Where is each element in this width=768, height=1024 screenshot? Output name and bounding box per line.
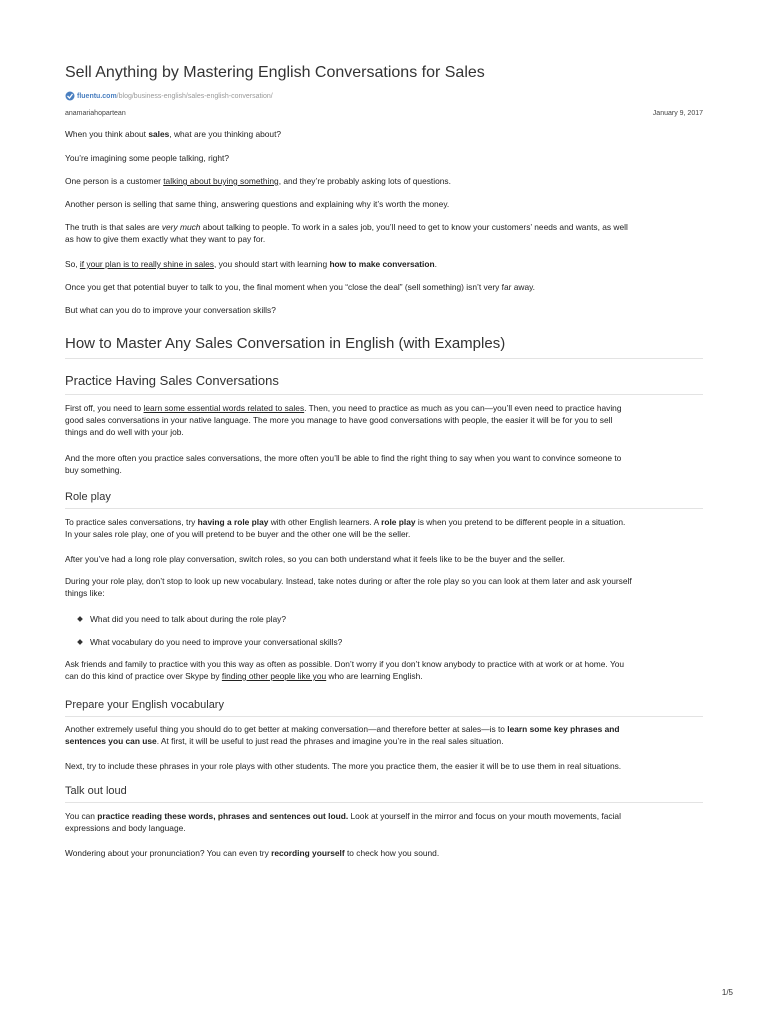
source-url[interactable] bbox=[65, 91, 273, 101]
paragraph: Ask friends and family to practice with you this way as often as possible. Don’t worry if you don’t know anybody to practice with at work or at home. You can do this kind of practice over Skype by finding other people like you who are learning English. bbox=[65, 659, 625, 681]
divider bbox=[65, 802, 703, 803]
bullet-icon bbox=[77, 639, 83, 645]
paragraph: But what can you do to improve your conversation skills? bbox=[65, 305, 276, 315]
subsection-heading: Practice Having Sales Conversations bbox=[65, 373, 279, 388]
bullet-list bbox=[65, 613, 703, 648]
publish-date: January 9, 2017 bbox=[652, 110, 703, 117]
paragraph: Wondering about your pronunciation? You can even try recording yourself to check how you sound. bbox=[65, 848, 440, 858]
divider bbox=[65, 358, 703, 359]
link-essential-words[interactable]: learn some essential words related to sales bbox=[143, 403, 305, 413]
paragraph: Another extremely useful thing you should do to get better at making conversation—and therefore better at sales—is to learn some key phrases and sentences you can use. At first, it will be useful to just read the phrases and imagine you’re in the real sales situation. bbox=[65, 724, 620, 746]
paragraph: Once you get that potential buyer to talk to you, the final moment when you “close the deal” (sell something) isn’t very far away. bbox=[65, 282, 536, 292]
paragraph: And the more often you practice sales conversations, the more often you’ll be able to find the right thing to say when you want to convince someone to buy something. bbox=[65, 453, 622, 475]
subsection-heading: Talk out loud bbox=[65, 785, 127, 797]
paragraph: To practice sales conversations, try having a role play with other English learners. A role play is when you pretend to be different people in a situation. In your sales role play, one of you will pretend to be buyer and the other one will be the seller. bbox=[65, 517, 626, 539]
paragraph: One person is a customer talking about buying something, and they’re probably asking lots of questions. bbox=[65, 176, 451, 186]
author-name: anamariahopartean bbox=[65, 110, 126, 117]
section-heading: How to Master Any Sales Conversation in English (with Examples) bbox=[65, 335, 506, 352]
paragraph: The truth is that sales are very much about talking to people. To work in a sales job, you’ll need to get to know your customers’ needs and wants, as well as how to give them exactly what they want to pay for. bbox=[65, 222, 628, 244]
paragraph: During your role play, don’t stop to look up new vocabulary. Instead, take notes during or after the role play so you can look at them later and ask yourself things like: bbox=[65, 576, 632, 598]
list-item: What vocabulary do you need to improve your conversational skills? bbox=[65, 636, 703, 648]
divider bbox=[65, 716, 703, 717]
article-meta bbox=[65, 110, 703, 117]
source-host: fluentu.com bbox=[77, 92, 117, 100]
list-item: What did you need to talk about during the role play? bbox=[65, 613, 703, 625]
subsection-heading: Role play bbox=[65, 491, 111, 503]
paragraph: You’re imagining some people talking, right? bbox=[65, 153, 230, 163]
paragraph: First off, you need to learn some essential words related to sales. Then, you need to practice as much as you can—you’ll even need to practice having good sales conversations in your native language. The more you manage to have good conversations with people, the easier it will be for you to sell things and do well with your job. bbox=[65, 403, 622, 437]
article-title: Sell Anything by Mastering English Conversations for Sales bbox=[65, 64, 485, 81]
fluentu-logo-icon bbox=[65, 91, 75, 101]
link-finding-people[interactable]: finding other people like you bbox=[221, 671, 327, 681]
paragraph: After you’ve had a long role play conversation, switch roles, so you can both understand what it feels like to be the buyer and the seller. bbox=[65, 554, 566, 564]
page-number: 1/5 bbox=[721, 988, 733, 997]
source-path: /blog/business-english/sales-english-conversation/ bbox=[116, 92, 273, 100]
link-shine-in-sales[interactable]: if your plan is to really shine in sales bbox=[79, 259, 214, 269]
divider bbox=[65, 394, 703, 395]
link-buying[interactable]: talking about buying something bbox=[163, 176, 279, 186]
paragraph: Another person is selling that same thing, answering questions and explaining why it’s worth the money. bbox=[65, 199, 450, 209]
subsection-heading: Prepare your English vocabulary bbox=[65, 699, 224, 711]
bullet-icon bbox=[77, 616, 83, 622]
paragraph: When you think about sales, what are you thinking about? bbox=[65, 129, 282, 139]
paragraph: Next, try to include these phrases in your role plays with other students. The more you practice them, the easier it will be to use them in real situations. bbox=[65, 761, 622, 771]
paragraph: You can practice reading these words, phrases and sentences out loud. Look at yourself in the mirror and focus on your mouth movements, facial expressions and body language. bbox=[65, 811, 621, 833]
divider bbox=[65, 508, 703, 509]
paragraph: So, if your plan is to really shine in sales, you should start with learning how to make conversation. bbox=[65, 259, 437, 269]
